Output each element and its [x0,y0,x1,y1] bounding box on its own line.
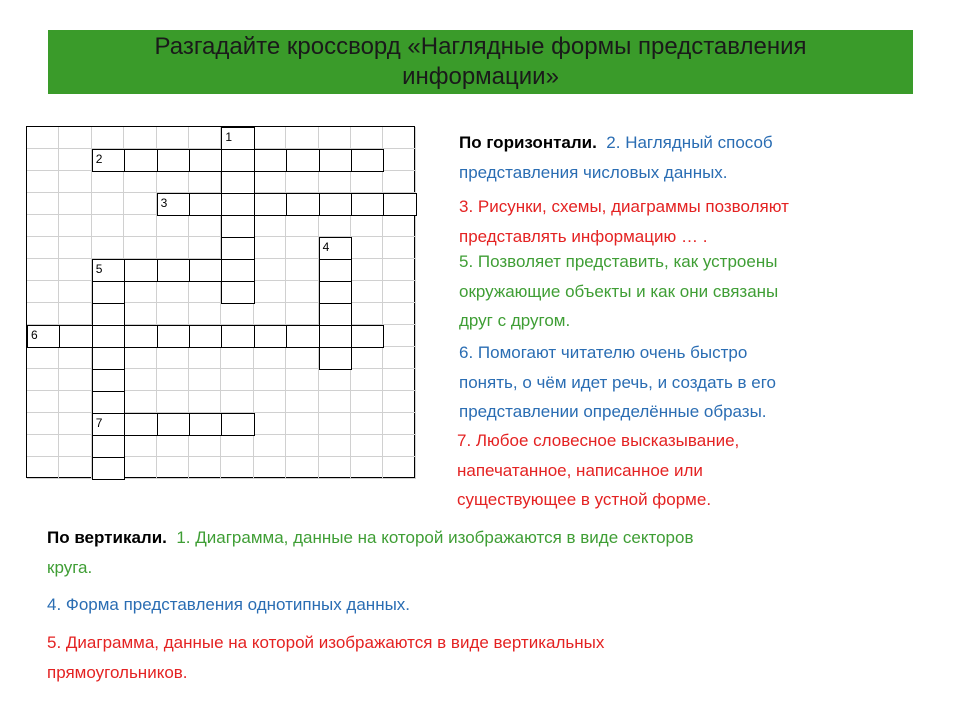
grid-background-cell [319,171,351,193]
clue-6-line-2: понять, о чём идет речь, и создать в его [459,372,777,392]
clue-number-5: 5 [95,262,103,276]
answer-cell[interactable] [92,457,125,480]
grid-background-cell [157,237,189,259]
answer-cell[interactable] [286,325,319,348]
answer-cell[interactable] [286,193,319,216]
grid-background-cell [27,435,59,457]
grid-background-cell [59,237,91,259]
grid-background-cell [27,303,59,325]
grid-background-cell [254,347,286,369]
answer-cell[interactable] [124,149,157,172]
answer-cell[interactable] [221,171,254,194]
grid-background-cell [189,237,221,259]
grid-background-cell [254,171,286,193]
grid-background-cell [27,259,59,281]
grid-background-cell [319,215,351,237]
grid-background-cell [254,303,286,325]
answer-cell[interactable] [92,369,125,392]
grid-background-cell [286,435,318,457]
across-clue-2 [459,128,773,187]
across-clue-7 [457,426,739,515]
grid-background-cell [286,303,318,325]
answer-cell[interactable] [189,259,222,282]
grid-background-cell [319,413,351,435]
grid-background-cell [221,391,253,413]
answer-cell[interactable] [319,347,352,370]
clue-number-2: 2 [95,152,103,166]
grid-background-cell [383,369,415,391]
grid-background-cell [189,303,221,325]
clue-2-line-2: представления числовых данных. [459,162,728,182]
title-line-2: информации» [402,63,559,90]
grid-background-cell [189,435,221,457]
grid-background-cell [319,435,351,457]
grid-background-cell [124,127,156,149]
grid-background-cell [383,149,415,171]
grid-background-cell [351,237,383,259]
grid-background-cell [92,215,124,237]
answer-cell[interactable] [286,149,319,172]
grid-background-cell [254,127,286,149]
grid-background-cell [351,215,383,237]
answer-cell[interactable] [221,149,254,172]
grid-background-cell [27,413,59,435]
grid-background-cell [59,193,91,215]
down-clue-5 [47,628,604,687]
answer-cell[interactable] [157,413,190,436]
grid-background-cell [254,457,286,479]
grid-background-cell [254,435,286,457]
grid-background-cell [383,259,415,281]
grid-background-cell [286,369,318,391]
grid-background-cell [157,369,189,391]
grid-background-cell [383,413,415,435]
grid-background-cell [92,127,124,149]
answer-cell[interactable] [189,413,222,436]
grid-background-cell [383,303,415,325]
down-clue-5-line-2: прямоугольников. [47,662,188,682]
answer-cell[interactable] [92,325,125,348]
grid-background-cell [286,391,318,413]
clue-5-line-2: окружающие объекты и как они связаны [459,281,779,301]
grid-background-cell [221,303,253,325]
answer-cell[interactable] [221,215,254,238]
answer-cell[interactable] [124,413,157,436]
answer-cell[interactable] [383,193,416,216]
crossword-grid [26,126,415,478]
grid-background-cell [59,259,91,281]
clue-3-line-1: 3. Рисунки, схемы, диаграммы позволяют [459,197,789,216]
clue-6-line-1: 6. Помогают читателю очень быстро [459,343,748,362]
grid-background-cell [286,215,318,237]
grid-background-cell [189,215,221,237]
across-clue-6 [459,338,776,427]
grid-background-cell [59,281,91,303]
answer-cell[interactable] [189,193,222,216]
grid-background-cell [383,457,415,479]
clue-7-line-2: напечатанное, написанное или [457,460,703,480]
answer-cell[interactable] [351,149,384,172]
grid-background-cell [27,237,59,259]
answer-cell[interactable] [157,259,190,282]
grid-background-cell [383,215,415,237]
grid-background-cell [351,369,383,391]
grid-background-cell [27,171,59,193]
grid-background-cell [59,457,91,479]
grid-background-cell [189,457,221,479]
grid-background-cell [286,259,318,281]
grid-background-cell [189,391,221,413]
down-clue-4-line-1: 4. Форма представления однотипных данных. [47,595,411,614]
down-clue-5-line-1: 5. Диаграмма, данные на которой изображаются в виде вертикальных [47,633,605,652]
answer-cell[interactable] [221,281,254,304]
grid-background-cell [286,237,318,259]
grid-background-cell [383,237,415,259]
grid-background-cell [124,237,156,259]
answer-cell[interactable] [157,149,190,172]
clue-7-line-1: 7. Любое словесное высказывание, [457,431,740,450]
answer-cell[interactable] [124,259,157,282]
answer-cell[interactable] [319,193,352,216]
grid-background-cell [351,171,383,193]
grid-background-cell [27,391,59,413]
down-header: По вертикали. [47,528,167,547]
grid-background-cell [124,457,156,479]
grid-background-cell [157,303,189,325]
grid-background-cell [157,391,189,413]
grid-background-cell [189,171,221,193]
answer-cell[interactable] [319,149,352,172]
answer-cell[interactable] [221,325,254,348]
down-clue-1 [47,523,693,582]
grid-background-cell [124,435,156,457]
grid-background-cell [383,171,415,193]
grid-background-cell [59,149,91,171]
clue-number-7: 7 [95,416,103,430]
grid-background-cell [124,303,156,325]
answer-cell[interactable] [221,237,254,260]
answer-cell[interactable] [221,259,254,282]
grid-background-cell [124,193,156,215]
grid-background-cell [189,347,221,369]
grid-background-cell [351,457,383,479]
grid-background-cell [157,347,189,369]
answer-cell[interactable] [189,149,222,172]
answer-cell[interactable] [92,281,125,304]
grid-background-cell [221,347,253,369]
grid-background-cell [254,391,286,413]
grid-background-cell [383,127,415,149]
clue-5-line-1: 5. Позволяет представить, как устроены [459,252,778,271]
grid-background-cell [92,171,124,193]
grid-background-cell [254,369,286,391]
grid-background-cell [383,325,415,347]
grid-background-cell [59,435,91,457]
answer-cell[interactable] [254,193,287,216]
grid-background-cell [27,149,59,171]
grid-background-cell [27,281,59,303]
grid-background-cell [351,259,383,281]
grid-background-cell [286,127,318,149]
grid-background-cell [157,127,189,149]
answer-cell[interactable] [92,435,125,458]
answer-cell[interactable] [319,325,352,348]
down-clue-4 [47,590,410,620]
grid-background-cell [59,369,91,391]
clue-7-line-3: существующее в устной форме. [457,490,712,509]
answer-cell[interactable] [189,325,222,348]
down-clue-1-line-2: круга. [47,557,93,577]
grid-background-cell [286,347,318,369]
answer-cell[interactable] [157,325,190,348]
answer-cell[interactable] [124,325,157,348]
title-line-1: Разгадайте кроссворд «Наглядные формы представления [154,33,807,60]
grid-background-cell [59,127,91,149]
grid-background-cell [351,391,383,413]
grid-background-cell [27,127,59,149]
grid-background-cell [286,413,318,435]
grid-background-cell [351,413,383,435]
grid-background-cell [27,215,59,237]
grid-background-cell [319,391,351,413]
grid-background-cell [351,347,383,369]
grid-background-cell [157,281,189,303]
grid-background-cell [254,413,286,435]
grid-background-cell [351,127,383,149]
answer-cell[interactable] [92,303,125,326]
grid-background-cell [254,259,286,281]
grid-background-cell [27,457,59,479]
grid-background-cell [157,215,189,237]
across-clue-3 [459,192,789,251]
clue-number-4: 4 [322,240,330,254]
grid-background-cell [59,347,91,369]
clue-2-line-1: 2. Наглядный способ [606,133,773,152]
grid-background-cell [189,127,221,149]
grid-background-cell [189,369,221,391]
title-banner [48,30,913,94]
grid-background-cell [319,369,351,391]
grid-background-cell [383,281,415,303]
grid-background-cell [383,435,415,457]
answer-cell[interactable] [221,193,254,216]
grid-background-cell [254,237,286,259]
answer-cell[interactable] [351,325,384,348]
grid-background-cell [92,237,124,259]
grid-background-cell [157,457,189,479]
grid-background-cell [124,369,156,391]
grid-background-cell [124,347,156,369]
grid-background-cell [286,457,318,479]
grid-background-cell [221,435,253,457]
down-clue-1-line-1: 1. Диаграмма, данные на которой изображаются в виде секторов [176,528,694,547]
grid-background-cell [351,435,383,457]
grid-background-cell [27,193,59,215]
grid-background-cell [124,171,156,193]
grid-background-cell [254,215,286,237]
grid-background-cell [59,391,91,413]
grid-background-cell [221,457,253,479]
across-header: По горизонтали. [459,133,597,152]
answer-cell[interactable] [319,259,352,282]
grid-background-cell [59,303,91,325]
clue-3-line-2: представлять информацию … . [459,226,708,246]
grid-background-cell [92,193,124,215]
grid-background-cell [124,391,156,413]
answer-cell[interactable] [92,347,125,370]
grid-background-cell [351,303,383,325]
answer-cell[interactable] [319,281,352,304]
answer-cell[interactable] [92,391,125,414]
grid-background-cell [59,215,91,237]
answer-cell[interactable] [319,303,352,326]
grid-background-cell [286,281,318,303]
grid-background-cell [59,413,91,435]
grid-background-cell [27,369,59,391]
answer-cell[interactable] [351,193,384,216]
grid-background-cell [157,435,189,457]
answer-cell[interactable] [59,325,92,348]
grid-background-cell [221,369,253,391]
grid-background-cell [286,171,318,193]
answer-cell[interactable] [254,325,287,348]
grid-background-cell [254,281,286,303]
clue-5-line-3: друг с другом. [459,311,571,330]
grid-background-cell [319,127,351,149]
grid-background-cell [383,347,415,369]
grid-background-cell [124,281,156,303]
grid-background-cell [27,347,59,369]
grid-background-cell [319,457,351,479]
clue-number-6: 6 [31,328,38,342]
clue-number-3: 3 [160,196,168,210]
answer-cell[interactable] [221,413,254,436]
grid-background-cell [383,391,415,413]
across-clue-5 [459,247,778,336]
grid-background-cell [157,171,189,193]
grid-background-cell [351,281,383,303]
answer-cell[interactable] [254,149,287,172]
clue-6-line-3: представлении определённые образы. [459,402,767,421]
grid-background-cell [59,171,91,193]
grid-background-cell [189,281,221,303]
clue-number-1: 1 [225,130,233,144]
grid-background-cell [124,215,156,237]
